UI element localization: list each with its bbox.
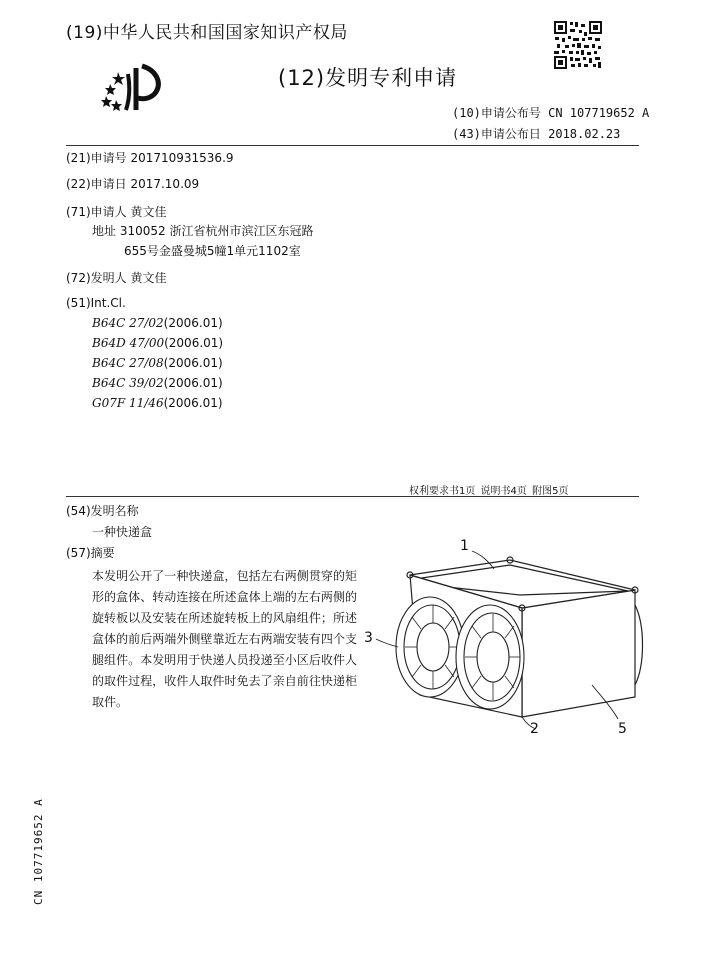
int-cl-label: (51)Int.Cl. xyxy=(66,296,126,310)
figure-label-1: 1 xyxy=(460,538,469,554)
qr-code xyxy=(553,20,603,70)
classification-5: G07F 11/46(2006.01) xyxy=(92,396,223,410)
title-label: (54)发明名称 xyxy=(66,504,139,518)
abstract-figure xyxy=(360,535,660,765)
publication-number: (10)申请公布号 CN 107719652 A xyxy=(452,106,650,120)
figure-label-3: 3 xyxy=(364,630,373,646)
application-number: (21)申请号 201710931536.9 xyxy=(66,151,234,165)
issuing-office: (19)中华人民共和国国家知识产权局 xyxy=(66,23,348,43)
address-line-1: 地址 310052 浙江省杭州市滨江区东冠路 xyxy=(92,224,314,238)
page-counts: 权利要求书1页 说明书4页 附图5页 xyxy=(409,486,569,497)
applicant: (71)申请人 黄文佳 xyxy=(66,205,167,219)
abstract-label: (57)摘要 xyxy=(66,546,115,560)
classification-1: B64C 27/02(2006.01) xyxy=(92,316,223,330)
address-line-2: 655号金盛曼城5幢1单元1102室 xyxy=(124,244,301,258)
publication-date: (43)申请公布日 2018.02.23 xyxy=(452,127,621,141)
section-divider xyxy=(66,496,639,497)
classification-3: B64C 27/08(2006.01) xyxy=(92,356,223,370)
document-type: (12)发明专利申请 xyxy=(278,66,458,90)
side-publication-number: CN 107719652 A xyxy=(32,798,45,905)
figure-label-5: 5 xyxy=(618,721,627,737)
abstract-text: 本发明公开了一种快递盒，包括左右两侧贯穿的矩形的盒体、转动连接在所述盒体上端的左右两侧的旋转板以及安装在所述旋转板上的风扇组件；所述盒体的前后两端外侧壁靠近左右两端安装有四个支腿组件。本发明用于快递人员投递至小区后收件人的取件过程，收件人取件时免去了亲自前往快递柜取件。 xyxy=(92,569,357,709)
inventor: (72)发明人 黄文佳 xyxy=(66,271,167,285)
classification-2: B64D 47/00(2006.01) xyxy=(92,336,224,350)
classification-4: B64C 39/02(2006.01) xyxy=(92,376,223,390)
office-logo xyxy=(100,62,170,114)
application-date: (22)申请日 2017.10.09 xyxy=(66,177,200,191)
header-divider xyxy=(66,145,639,146)
figure-label-2: 2 xyxy=(530,721,539,737)
invention-title: 一种快递盒 xyxy=(92,525,153,539)
